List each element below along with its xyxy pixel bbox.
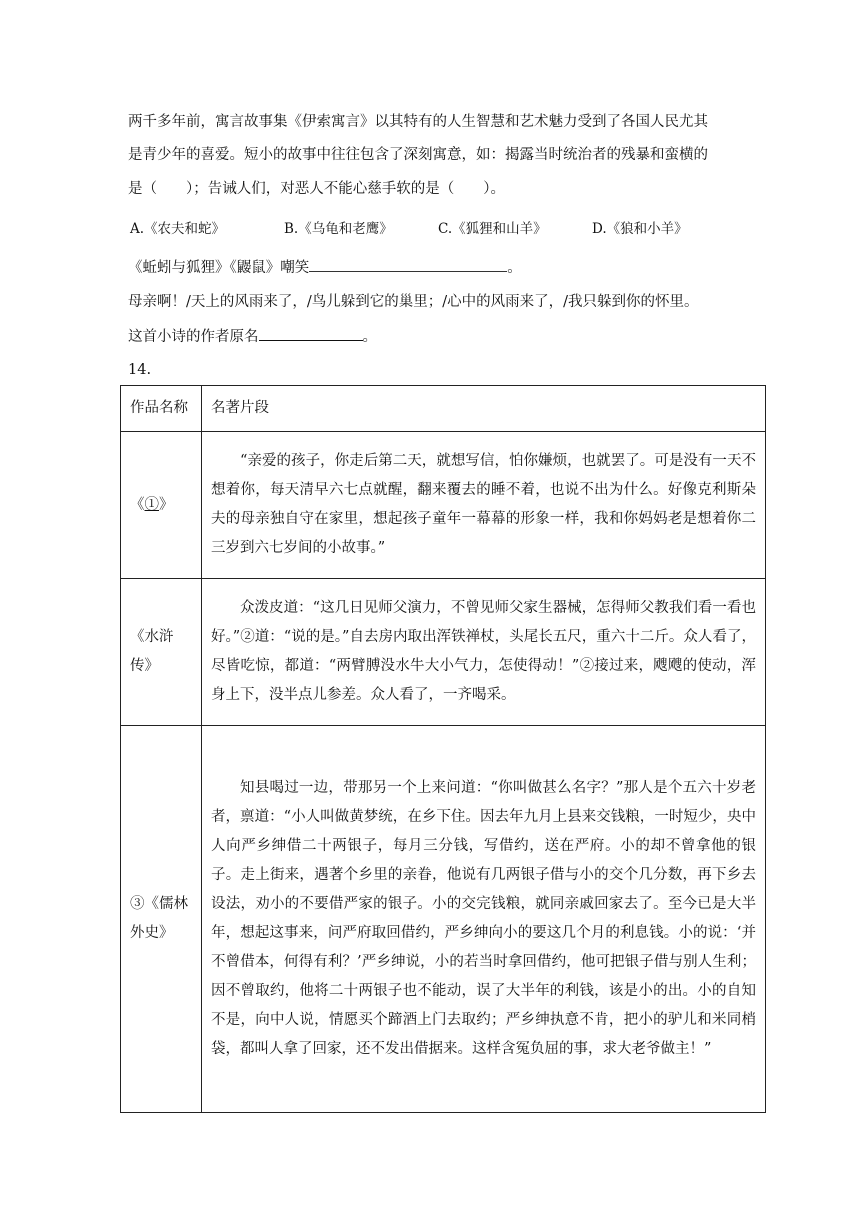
answer-options bbox=[130, 217, 688, 237]
work-title-cell: 《水浒传》 bbox=[121, 579, 202, 726]
excerpt-cell: “亲爱的孩子，你走后第二天，就想写信，怕你嫌烦，也就罢了。可是没有一天不想着你，每天清早六七点就醒，翻来覆去的睡不着，也说不出为什么。好像克利斯朵夫的母亲独自守在家里，想起孩子童年一幕幕的形象一样，我和你妈妈老是想着你二三岁到六七岁间的小故事。” bbox=[202, 432, 766, 579]
table-row bbox=[121, 726, 766, 1113]
table-row bbox=[121, 432, 766, 579]
table-header-row bbox=[121, 386, 766, 432]
excerpt-cell: 众泼皮道：“这几日见师父演力，不曾见师父家生器械，怎得师父教我们看一看也好。”②道：“说的是。”自去房内取出浑铁禅杖，头尾长五尺，重六十二斤。众人看了，尽皆吃惊，都道：“两臂膊没水牛大小气力，怎使得动！”②接过来，飕飕的使动，浑身上下，没半点儿参差。众人看了，一齐喝采。 bbox=[202, 579, 766, 726]
header-excerpt: 名著片段 bbox=[202, 386, 766, 432]
option-b: B.《乌龟和老鹰》 bbox=[284, 221, 393, 237]
mock-question-end: 。 bbox=[507, 260, 522, 276]
option-d: D.《狼和小羊》 bbox=[592, 221, 688, 237]
answer-blank bbox=[309, 257, 507, 272]
mock-question bbox=[128, 257, 522, 278]
table-row bbox=[121, 579, 766, 726]
author-name-blank bbox=[259, 326, 363, 341]
option-a: A.《农夫和蛇》 bbox=[130, 221, 226, 237]
header-work-title: 作品名称 bbox=[121, 386, 202, 432]
poem-question bbox=[128, 326, 377, 347]
question-number: 14. bbox=[128, 362, 152, 378]
intro-line-2: 是青少年的喜爱。短小的故事中往往包含了深刻寓意，如：揭露当时统治者的残暴和蛮横的 bbox=[128, 147, 708, 163]
option-c: C.《狐狸和山羊》 bbox=[438, 221, 547, 237]
poem-question-text: 这首小诗的作者原名 bbox=[128, 329, 259, 345]
work-title-cell: ③《儒林外史》 bbox=[121, 726, 202, 1113]
title-blank: ① bbox=[144, 496, 159, 513]
intro-line-1: 两千多年前，寓言故事集《伊索寓言》以其特有的人生智慧和艺术魅力受到了各国人民尤其 bbox=[128, 114, 708, 130]
excerpt-cell: 知县喝过一边，带那另一个上来问道：“你叫做甚么名字？”那人是个五六十岁老者，禀道：“小人叫做黄梦统，在乡下住。因去年九月上县来交钱粮，一时短少，央中人向严乡绅借二十两银子，每月三分钱，写借约，送在严府。小的却不曾拿他的银子。走上街来，遇著个乡里的亲眷，他说有几两银子借与小的交个几分数，再下乡去设法，劝小的不要借严家的银子。小的交完钱粮，就同亲戚回家去了。至今已是大半年，想起这事来，问严府取回借约，严乡绅向小的要这几个月的利息钱。小的说：‘并不曾借本，何得有利？’严乡绅说，小的若当时拿回借约，他可把银子借与别人生利；因不曾取约，他将二十两银子也不能动，误了大半年的利钱，该是小的出。小的自知不是，向中人说，情愿买个蹄酒上门去取约；严乡绅执意不肯，把小的驴儿和米同梢袋，都叫人拿了回家，还不发出借据来。这样含冤负屈的事，求大老爷做主！” bbox=[202, 726, 766, 1113]
poem-line: 母亲啊！/天上的风雨来了，/鸟儿躲到它的巢里；/心中的风雨来了，/我只躲到你的怀里。 bbox=[128, 294, 699, 310]
poem-question-end: 。 bbox=[362, 329, 377, 345]
mock-question-text: 《蚯蚓与狐狸》《鼹鼠》嘲笑 bbox=[128, 260, 310, 276]
works-table bbox=[120, 385, 766, 1113]
work-title-cell: 《①》 bbox=[121, 432, 202, 579]
intro-line-3: 是（ ）；告诫人们，对恶人不能心慈手软的是（ ）。 bbox=[128, 181, 505, 197]
